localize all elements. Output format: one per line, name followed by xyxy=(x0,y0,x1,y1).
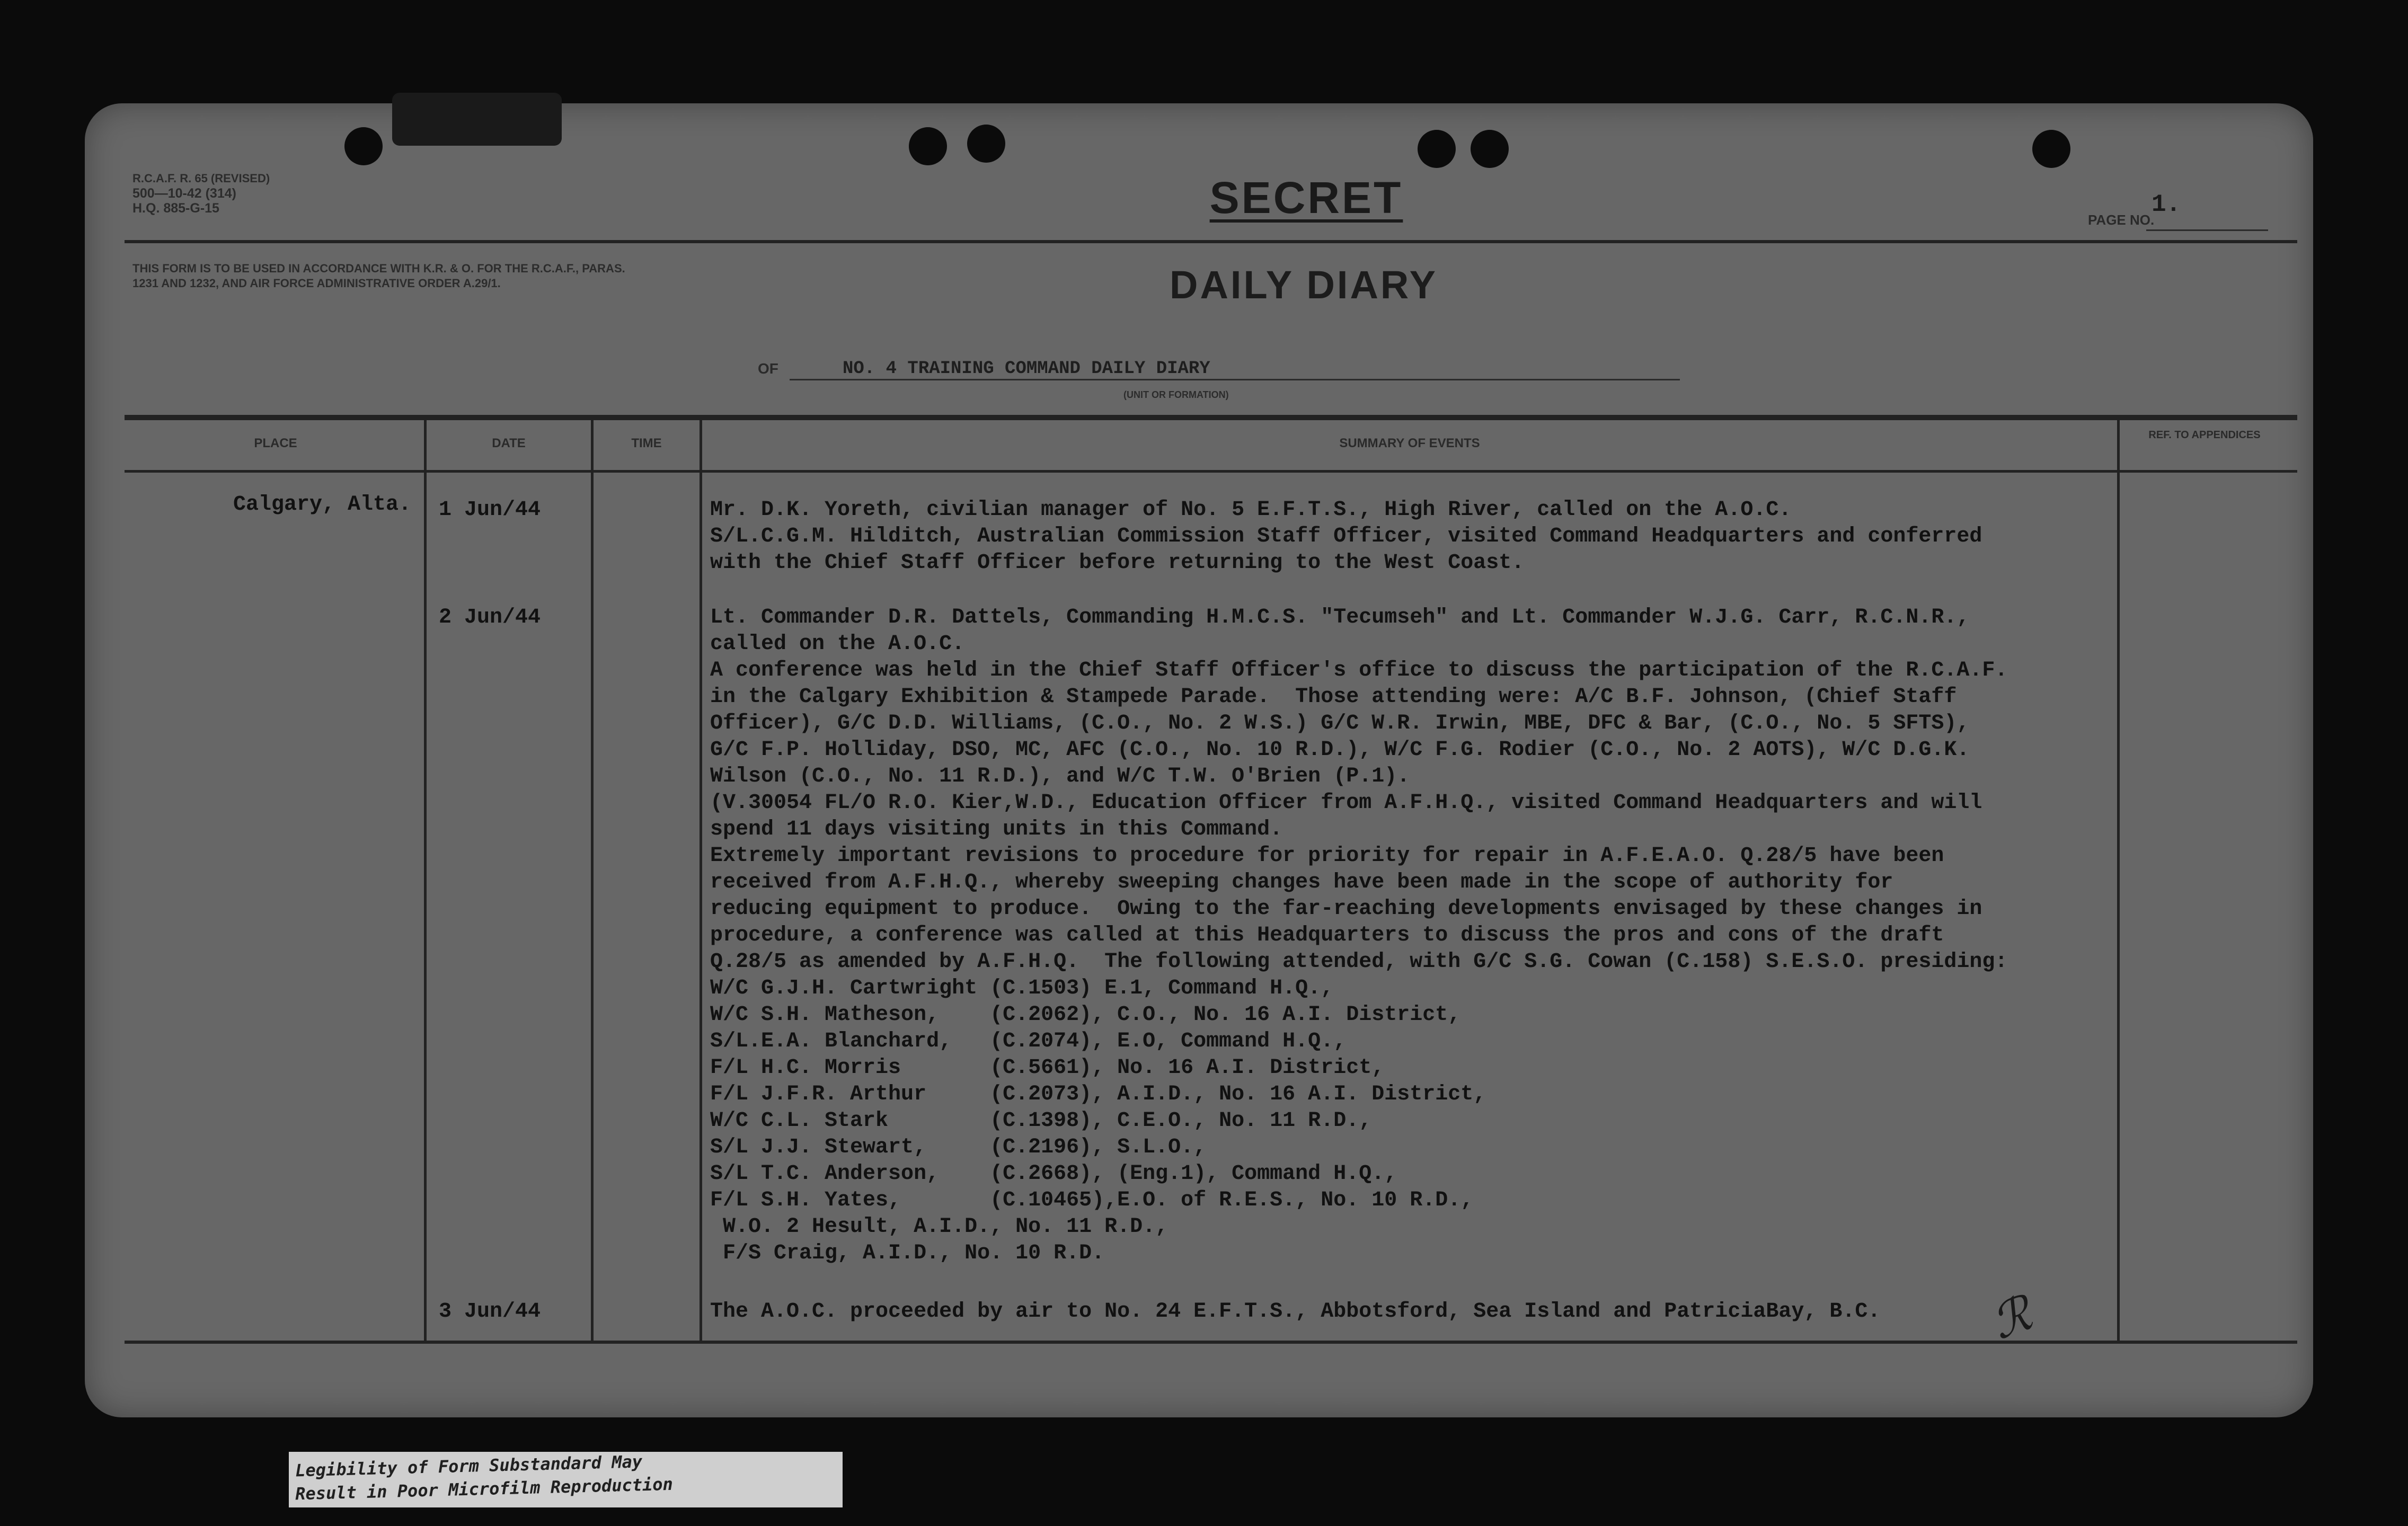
unit-name: NO. 4 TRAINING COMMAND DAILY DIARY xyxy=(843,359,1210,379)
page-no-value: 1. xyxy=(2152,191,2181,218)
summary-line: Wilson (C.O., No. 11 R.D.), and W/C T.W. O'Brien (P.1). xyxy=(710,765,1410,788)
summary-line: F/L H.C. Morris (C.5661), No. 16 A.I. District, xyxy=(710,1056,1385,1080)
summary-line: procedure, a conference was called at this Headquarters to discuss the pros and cons of the draft xyxy=(710,924,1944,947)
column-rule xyxy=(2117,420,2120,1343)
column-header-place: PLACE xyxy=(254,436,297,450)
summary-line: W/C S.H. Matheson, (C.2062), C.O., No. 16 A.I. District, xyxy=(710,1003,1461,1027)
summary-line: (V.30054 FL/O R.O. Kier,W.D., Education Officer from A.F.H.Q., visited Command Headquarters and will xyxy=(710,791,1982,815)
summary-line: W.O. 2 Hesult, A.I.D., No. 11 R.D., xyxy=(710,1215,1168,1239)
summary-line: with the Chief Staff Officer before returning to the West Coast. xyxy=(710,551,1525,575)
summary-line: F/L S.H. Yates, (C.10465),E.O. of R.E.S., No. 10 R.D., xyxy=(710,1188,1474,1212)
divider xyxy=(125,240,2297,243)
summary-line: called on the A.O.C. xyxy=(710,632,965,656)
divider xyxy=(125,1341,2297,1344)
summary-line: in the Calgary Exhibition & Stampede Parade. Those attending were: A/C B.F. Johnson, (Chief Staff xyxy=(710,685,1957,709)
column-header-date: DATE xyxy=(492,436,526,450)
legibility-label xyxy=(289,1452,843,1507)
summary-line: The A.O.C. proceeded by air to No. 24 E.F.T.S., Abbotsford, Sea Island and PatriciaBay, B.C. xyxy=(710,1300,1881,1324)
summary-line: W/C G.J.H. Cartwright (C.1503) E.1, Command H.Q., xyxy=(710,977,1334,1000)
column-rule xyxy=(591,420,594,1343)
summary-line: G/C F.P. Holliday, DSO, MC, AFC (C.O., No. 10 R.D.), W/C F.G. Rodier (C.O., No. 2 AOTS), W/C D.G.K. xyxy=(710,738,1970,762)
date-entry: 2 Jun/44 xyxy=(439,606,541,629)
summary-line: W/C C.L. Stark (C.1398), C.E.O., No. 11 R.D., xyxy=(710,1109,1372,1133)
legibility-label-line: Legibility of Form Substandard May xyxy=(295,1451,643,1481)
of-label: OF xyxy=(758,360,778,377)
summary-line: Officer), G/C D.D. Williams, (C.O., No. 2 W.S.) G/C W.R. Irwin, MBE, DFC & Bar, (C.O., No. 5 SFTS), xyxy=(710,712,1970,735)
form-hq-code: H.Q. 885-G-15 xyxy=(132,201,219,216)
legibility-label-line: Result in Poor Microfilm Reproduction xyxy=(295,1474,674,1504)
punch-hole xyxy=(1471,130,1509,168)
summary-line: Extremely important revisions to procedure for priority for repair in A.F.E.A.O. Q.28/5 have been xyxy=(710,844,1944,868)
punch-hole xyxy=(1418,130,1456,168)
summary-line: Lt. Commander D.R. Dattels, Commanding H.M.C.S. "Tecumseh" and Lt. Commander W.J.G. Carr, R.C.N.R., xyxy=(710,606,1970,629)
date-entry: 3 Jun/44 xyxy=(439,1300,541,1324)
summary-line: Q.28/5 as amended by A.F.H.Q. The following attended, with G/C S.G. Cowan (C.158) S.E.S.O. presiding: xyxy=(710,950,2008,974)
column-rule xyxy=(700,420,702,1343)
tape-mark xyxy=(392,93,562,146)
summary-line: received from A.F.H.Q., whereby sweeping changes have been made in the scope of authority for xyxy=(710,871,1893,894)
divider xyxy=(125,470,2297,473)
summary-line: F/S Craig, A.I.D., No. 10 R.D. xyxy=(710,1241,1105,1265)
page-no-label: PAGE NO. xyxy=(2088,212,2155,228)
summary-line: Mr. D.K. Yoreth, civilian manager of No. 5 E.F.T.S., High River, called on the A.O.C. xyxy=(710,498,1792,522)
summary-line: S/L.E.A. Blanchard, (C.2074), E.O, Command H.Q., xyxy=(710,1030,1347,1053)
punch-hole xyxy=(344,127,383,165)
form-number: R.C.A.F. R. 65 (REVISED) xyxy=(132,172,270,185)
punch-hole xyxy=(2032,130,2070,168)
handwritten-initials: ℛ xyxy=(1984,1285,2039,1351)
unit-caption: (UNIT OR FORMATION) xyxy=(1123,389,1229,400)
summary-line: S/L T.C. Anderson, (C.2668), (Eng.1), Command H.Q., xyxy=(710,1162,1397,1186)
punch-hole xyxy=(967,125,1005,163)
form-print-code: 500—10-42 (314) xyxy=(132,186,236,201)
punch-hole xyxy=(909,127,947,165)
diary-form-card xyxy=(85,103,2313,1417)
column-rule xyxy=(424,420,427,1343)
page-no-underline xyxy=(2146,229,2268,231)
column-header-ref: REF. TO APPENDICES xyxy=(2148,429,2261,441)
divider xyxy=(125,415,2297,420)
form-title: DAILY DIARY xyxy=(1170,263,1438,307)
summary-line: spend 11 days visiting units in this Command. xyxy=(710,818,1283,841)
summary-line: S/L J.J. Stewart, (C.2196), S.L.O., xyxy=(710,1135,1207,1159)
place-entry: Calgary, Alta. xyxy=(233,493,412,517)
summary-line: reducing equipment to produce. Owing to the far-reaching developments envisaged by these changes in xyxy=(710,897,1982,921)
column-header-summary: SUMMARY OF EVENTS xyxy=(1339,436,1480,450)
form-instructions: THIS FORM IS TO BE USED IN ACCORDANCE WITH K.R. & O. FOR THE R.C.A.F., PARAS. 1231 AND 1232, AND AIR FORCE ADMINISTRATIVE ORDER A.29/1. xyxy=(132,262,625,290)
security-classification: SECRET xyxy=(1209,173,1403,223)
date-entry: 1 Jun/44 xyxy=(439,498,541,522)
form-identifier xyxy=(132,171,270,216)
column-header-time: TIME xyxy=(631,436,662,450)
summary-line: A conference was held in the Chief Staff Officer's office to discuss the participation of the R.C.A.F. xyxy=(710,659,2008,682)
summary-line: F/L J.F.R. Arthur (C.2073), A.I.D., No. 16 A.I. District, xyxy=(710,1083,1486,1106)
summary-line: S/L.C.G.M. Hilditch, Australian Commission Staff Officer, visited Command Headquarters and conferred xyxy=(710,525,1982,548)
unit-underline xyxy=(790,379,1680,380)
